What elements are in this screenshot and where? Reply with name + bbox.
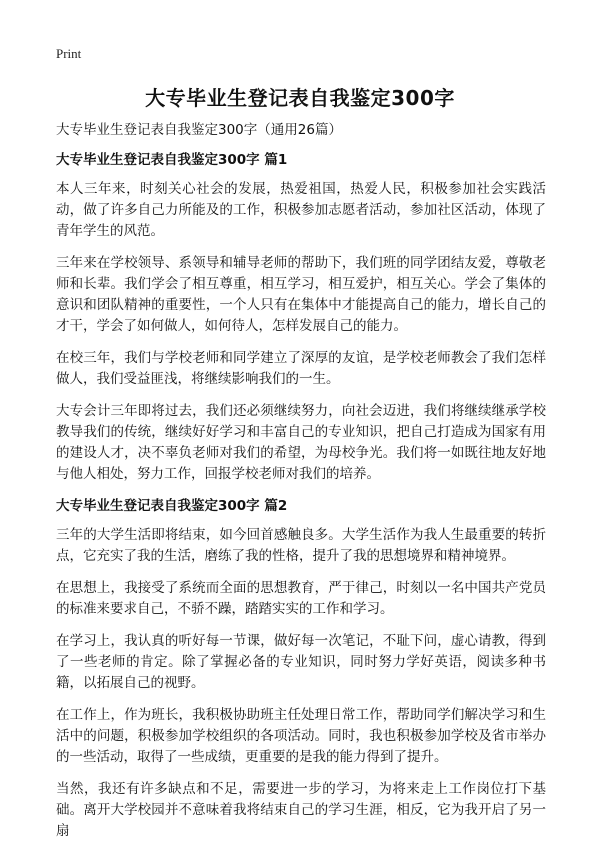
section-1	[56, 150, 546, 485]
paragraph: 大专会计三年即将过去，我们还必须继续努力，向社会迈进，我们将继续继承学校教导我们的传统，继续好好学习和丰富自己的专业知识，把自己打造成为国家有用的建设人才，决不辜负老师对我们的希望，为母校争光。我们将一如既往地友好地与他人相处，努力工作，回报学校老师对我们的培养。	[56, 403, 546, 482]
section-2	[56, 496, 546, 842]
paragraph: 在思想上，我接受了系统而全面的思想教育，严于律己，时刻以一名中国共产党员的标准来要求自己，不骄不躁，踏踏实实的工作和学习。	[56, 580, 546, 617]
paragraph: 在工作上，作为班长，我积极协助班主任处理日常工作，帮助同学们解决学习和生活中的问题，积极参加学校组织的各项活动。同时，我也积极参加学校及省市举办的一些活动，取得了一些成绩，更重要的是我的能力得到了提升。	[56, 707, 546, 765]
paragraph: 三年来在学校领导、系领导和辅导老师的帮助下，我们班的同学团结友爱，尊敬老师和长辈。我们学会了相互尊重，相互学习，相互爱护，相互关心。学会了集体的意识和团队精神的重要性，一个人只有在集体中才能提高自己的能力，增长自己的才干，学会了如何做人，如何待人，怎样发展自己的能力。	[56, 255, 546, 334]
section-heading: 大专毕业生登记表自我鉴定300字 篇1	[56, 152, 288, 168]
document-subtitle: 大专毕业生登记表自我鉴定300字（通用26篇）	[56, 122, 342, 138]
paragraph: 本人三年来，时刻关心社会的发展，热爱祖国，热爱人民，积极参加社会实践活动，做了许多自己力所能及的工作，积极参加志愿者活动，参加社区活动，体现了青年学生的风范。	[56, 181, 546, 239]
paragraph: 三年的大学生活即将结束，如今回首感触良多。大学生活作为我人生最重要的转折点，它充实了我的生活，磨练了我的性格，提升了我的思想境界和精神境界。	[56, 527, 546, 564]
paragraph: 在校三年，我们与学校老师和同学建立了深厚的友谊，是学校老师教会了我们怎样做人，我们受益匪浅，将继续影响我们的一生。	[56, 350, 546, 387]
document-body	[56, 120, 546, 853]
paragraph: 在学习上，我认真的听好每一节课，做好每一次笔记，不耻下问，虚心请教，得到了一些老师的肯定。除了掌握必备的专业知识，同时努力学好英语，阅读多种书籍，以拓展自己的视野。	[56, 633, 546, 691]
paragraph: 当然，我还有许多缺点和不足，需要进一步的学习，为将来走上工作岗位打下基础。离开大学校园并不意味着我将结束自己的学习生涯，相反，它为我开启了另一扇	[56, 781, 546, 839]
print-label: Print	[56, 46, 82, 61]
section-heading: 大专毕业生登记表自我鉴定300字 篇2	[56, 498, 288, 514]
page-title: 大专毕业生登记表自我鉴定300字	[145, 86, 455, 110]
